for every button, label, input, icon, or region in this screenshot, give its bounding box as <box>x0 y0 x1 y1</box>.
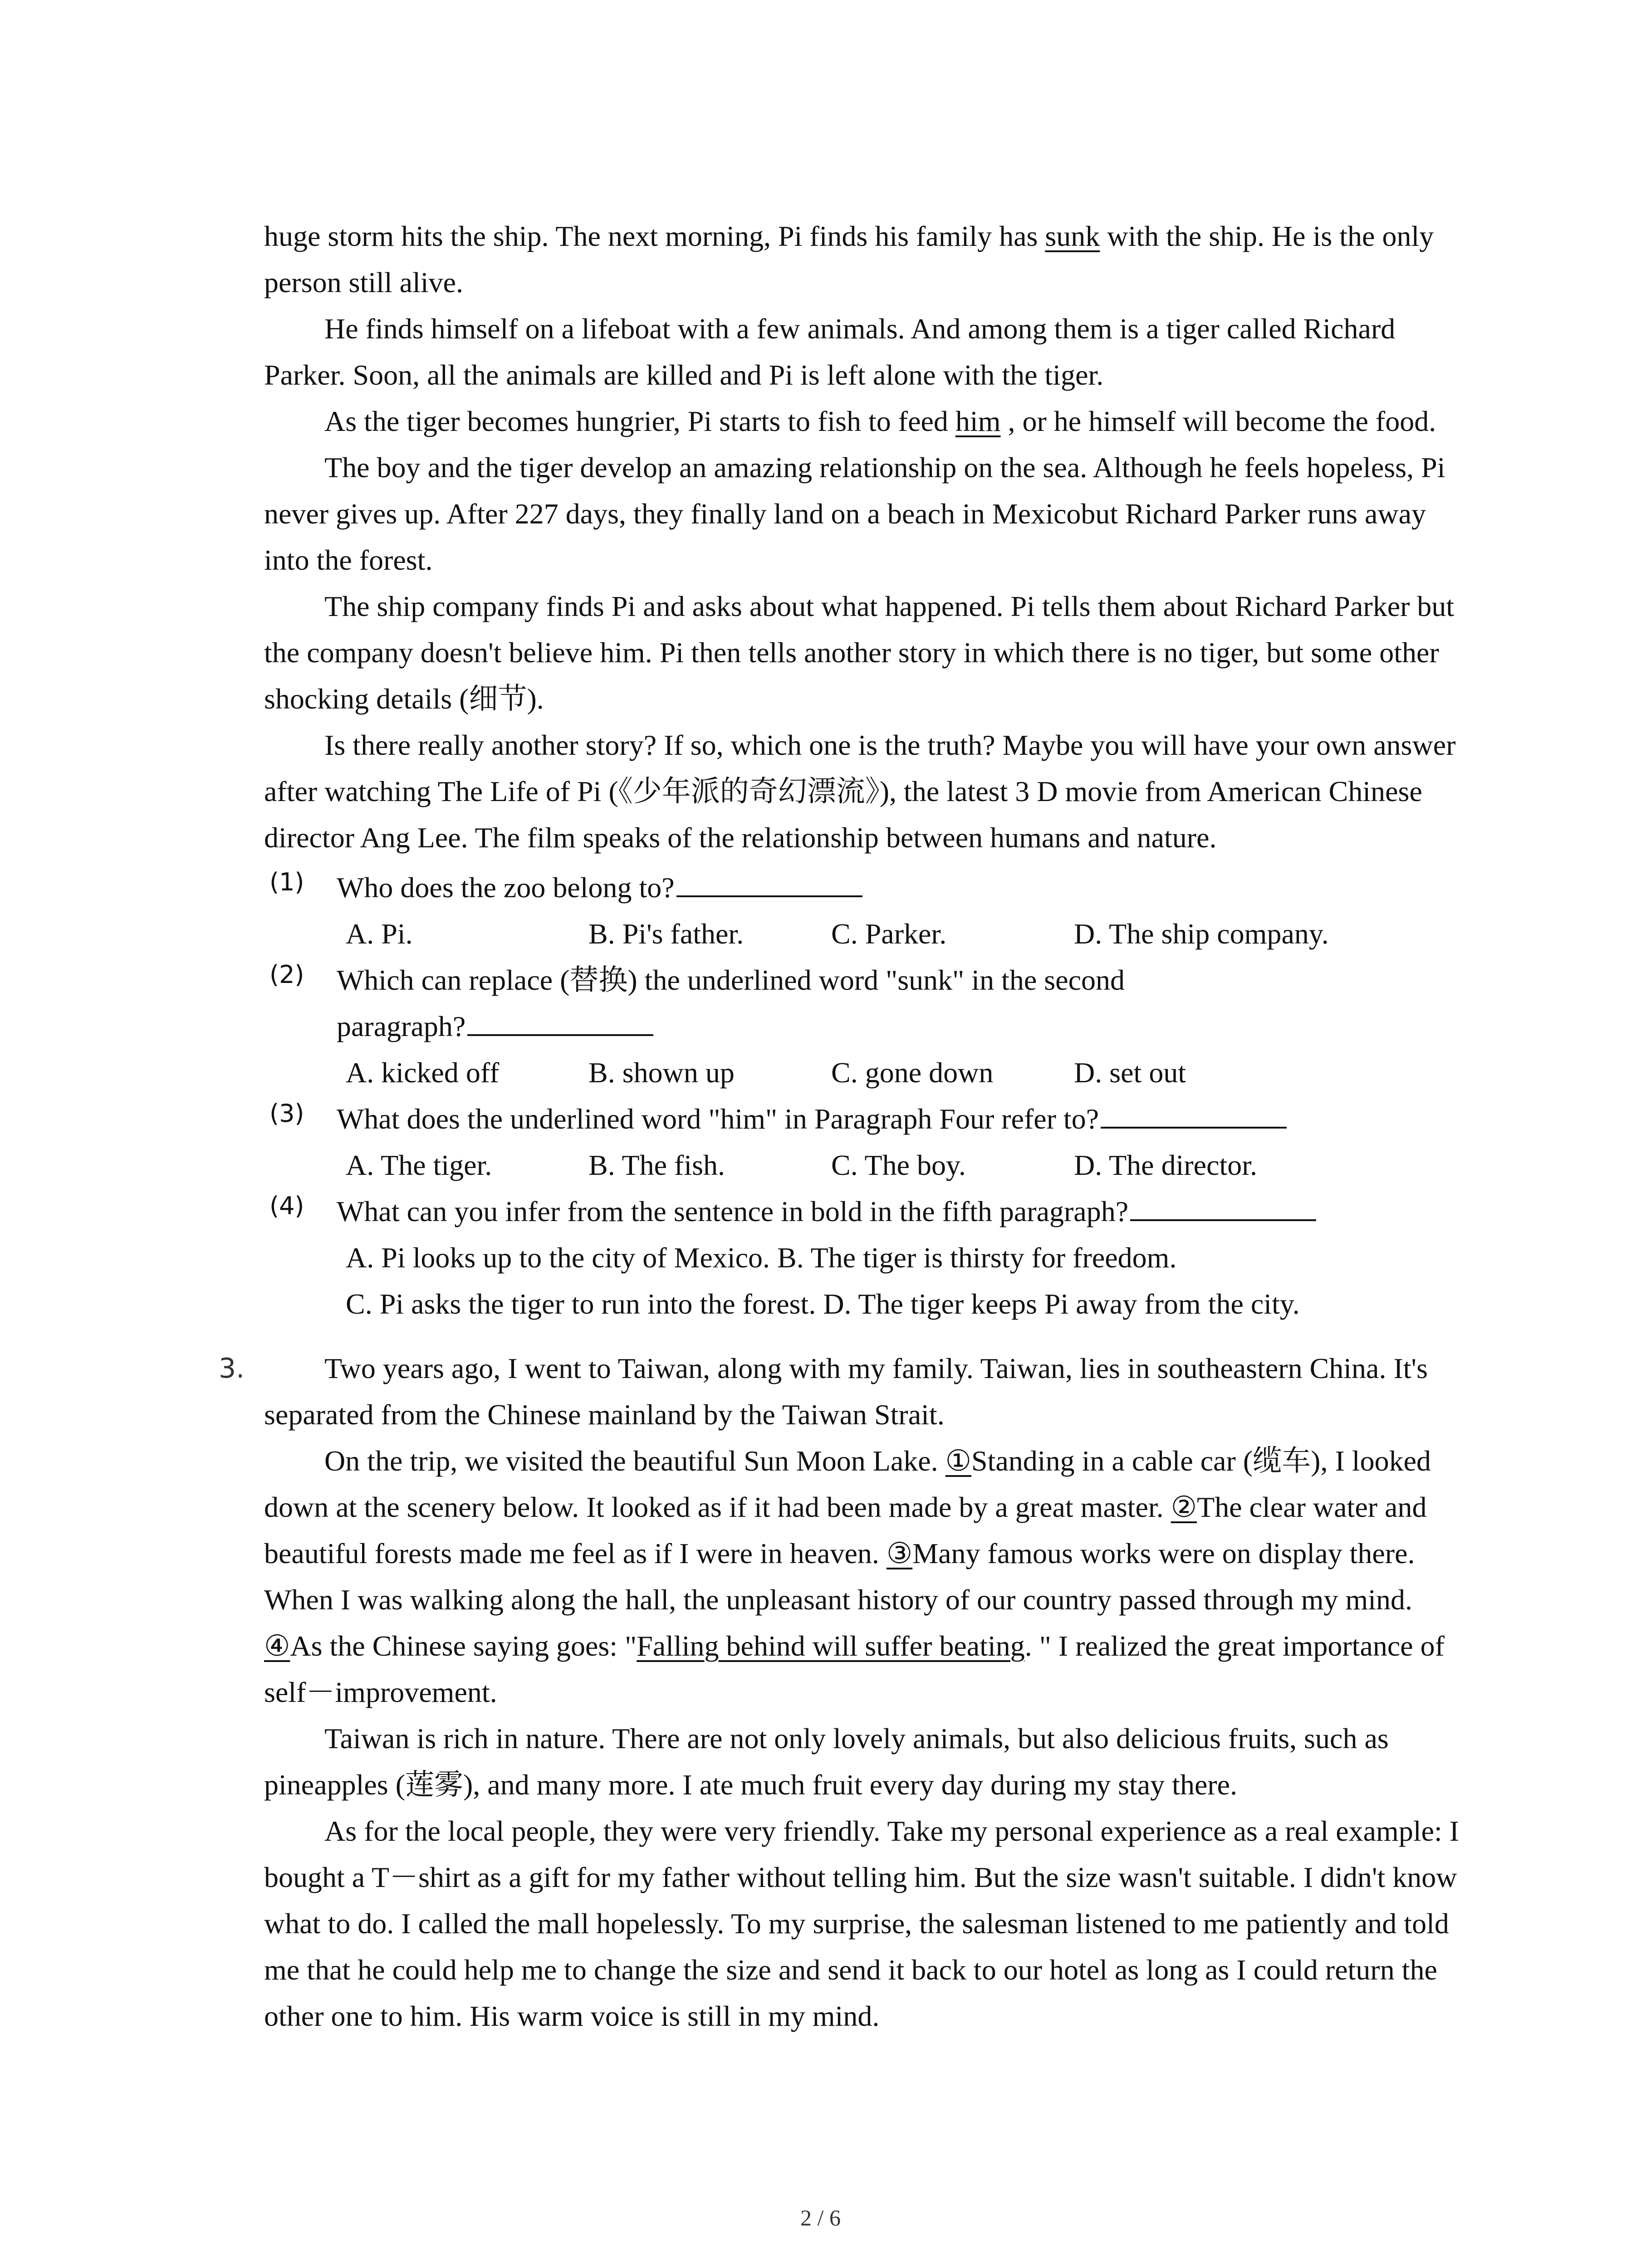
marker-4: ④ <box>264 1630 290 1662</box>
question-text: Who does the zoo belong to? <box>337 871 675 904</box>
question-4 <box>264 1188 1462 1235</box>
options-line-ab[interactable]: A. Pi looks up to the city of Mexico. B. The tiger is thirsty for freedom. <box>346 1242 1177 1274</box>
question-number: (1) <box>269 868 304 896</box>
option-a[interactable]: A. Pi. <box>346 918 413 950</box>
option-b[interactable]: B. The fish. <box>588 1149 725 1181</box>
question-number: (4) <box>269 1192 304 1220</box>
passage-paragraph: On the trip, we visited the beautiful Sun Moon Lake. ①Standing in a cable car (缆车), I looked down at the scenery below. It looked as if it had been made by a great master. ②The clear water and beautiful forests made me feel as if I were in heaven. ③Many famous works were on display there. When I was walking along the hall, the unpleasant history of our country passed through my mind. ④As the Chinese saying goes: "Falling behind will suffer beating. " I realized the great importance of self－improvement. <box>264 1445 1445 1708</box>
section-number: 3. <box>219 1353 245 1384</box>
passage-paragraph: Taiwan is rich in nature. There are not only lovely animals, but also delicious fruits, such as pineapples (莲雾), and many more. I ate much fruit every day during my stay there. <box>264 1722 1389 1801</box>
option-a[interactable]: A. The tiger. <box>346 1149 492 1181</box>
passage-3 <box>219 1345 1462 2039</box>
underlined-word-sunk: sunk <box>1045 220 1100 252</box>
passage-paragraph: As the tiger becomes hungrier, Pi starts to fish to feed him , or he himself will become the food. <box>324 405 1436 437</box>
option-c[interactable]: C. The boy. <box>831 1149 966 1181</box>
option-b[interactable]: B. Pi's father. <box>588 918 744 950</box>
question-text: What can you infer from the sentence in bold in the fifth paragraph? <box>337 1195 1129 1227</box>
options-row <box>264 1050 1462 1096</box>
question-number: (2) <box>269 960 304 989</box>
option-d[interactable]: D. set out <box>1074 1056 1186 1089</box>
options-row <box>264 1142 1462 1188</box>
answer-blank[interactable] <box>1130 1192 1316 1221</box>
answer-blank[interactable] <box>676 868 862 897</box>
passage-paragraph: The ship company finds Pi and asks about what happened. Pi tells them about Richard Parker but the company doesn't believe him. Pi then tells another story in which there is no tiger, but some other shocking details (细节). <box>264 590 1455 715</box>
options-row <box>264 911 1462 957</box>
options-line-cd[interactable]: C. Pi asks the tiger to run into the forest. D. The tiger keeps Pi away from the city. <box>346 1288 1300 1320</box>
answer-blank[interactable] <box>467 1007 653 1036</box>
page-content <box>219 213 1462 2039</box>
option-d[interactable]: D. The ship company. <box>1074 918 1329 950</box>
question-number: (3) <box>269 1099 304 1128</box>
question-text: What does the underlined word "him" in Paragraph Four refer to? <box>337 1103 1099 1135</box>
option-c[interactable]: C. Parker. <box>831 918 947 950</box>
question-2 <box>264 957 1462 1050</box>
marker-1: ① <box>945 1445 971 1477</box>
underlined-saying: Falling behind will suffer beating <box>637 1630 1025 1662</box>
marker-3: ③ <box>886 1537 913 1569</box>
passage-paragraph: The boy and the tiger develop an amazing relationship on the sea. Although he feels hopeless, Pi never gives up. After 227 days, they finally land on a beach in Mexicobut Richard Parker runs away into the forest. <box>264 451 1445 576</box>
passage-paragraph: huge storm hits the ship. The next morning, Pi finds his family has sunk with the ship. He is the only person still alive. <box>264 220 1434 298</box>
option-b[interactable]: B. shown up <box>588 1056 735 1089</box>
page-number: 2 / 6 <box>800 2205 841 2230</box>
marker-2: ② <box>1171 1491 1197 1523</box>
question-text: Which can replace (替换) the underlined word "sunk" in the second <box>337 964 1125 996</box>
passage-paragraph: Two years ago, I went to Taiwan, along with my family. Taiwan, lies in southeastern China. It's separated from the Chinese mainland by the Taiwan Strait. <box>264 1352 1428 1431</box>
passage-paragraph: Is there really another story? If so, which one is the truth? Maybe you will have your own answer after watching The Life of Pi (《少年派的奇幻漂流》), the latest 3 D movie from American Chinese director Ang Lee. The film speaks of the relationship between humans and nature. <box>264 729 1456 854</box>
question-text-cont: paragraph? <box>337 1010 466 1042</box>
option-a[interactable]: A. kicked off <box>346 1056 500 1089</box>
question-1 <box>264 865 1462 911</box>
question-3 <box>264 1096 1462 1142</box>
option-d[interactable]: D. The director. <box>1074 1149 1258 1181</box>
option-c[interactable]: C. gone down <box>831 1056 994 1089</box>
passage-paragraph: He finds himself on a lifeboat with a few animals. And among them is a tiger called Richard Parker. Soon, all the animals are killed and Pi is left alone with the tiger. <box>264 313 1396 391</box>
answer-blank[interactable] <box>1101 1100 1287 1129</box>
underlined-word-him: him <box>955 405 1001 437</box>
passage-paragraph: As for the local people, they were very friendly. Take my personal experience as a real example: I bought a T－shirt as a gift for my father without telling him. But the size wasn't suitable. I didn't know what to do. I called the mall hopelessly. To my surprise, the salesman listened to me patiently and told me that he could help me to change the size and send it back to our hotel as long as I could return the other one to him. His warm voice is still in my mind. <box>264 1815 1460 2032</box>
